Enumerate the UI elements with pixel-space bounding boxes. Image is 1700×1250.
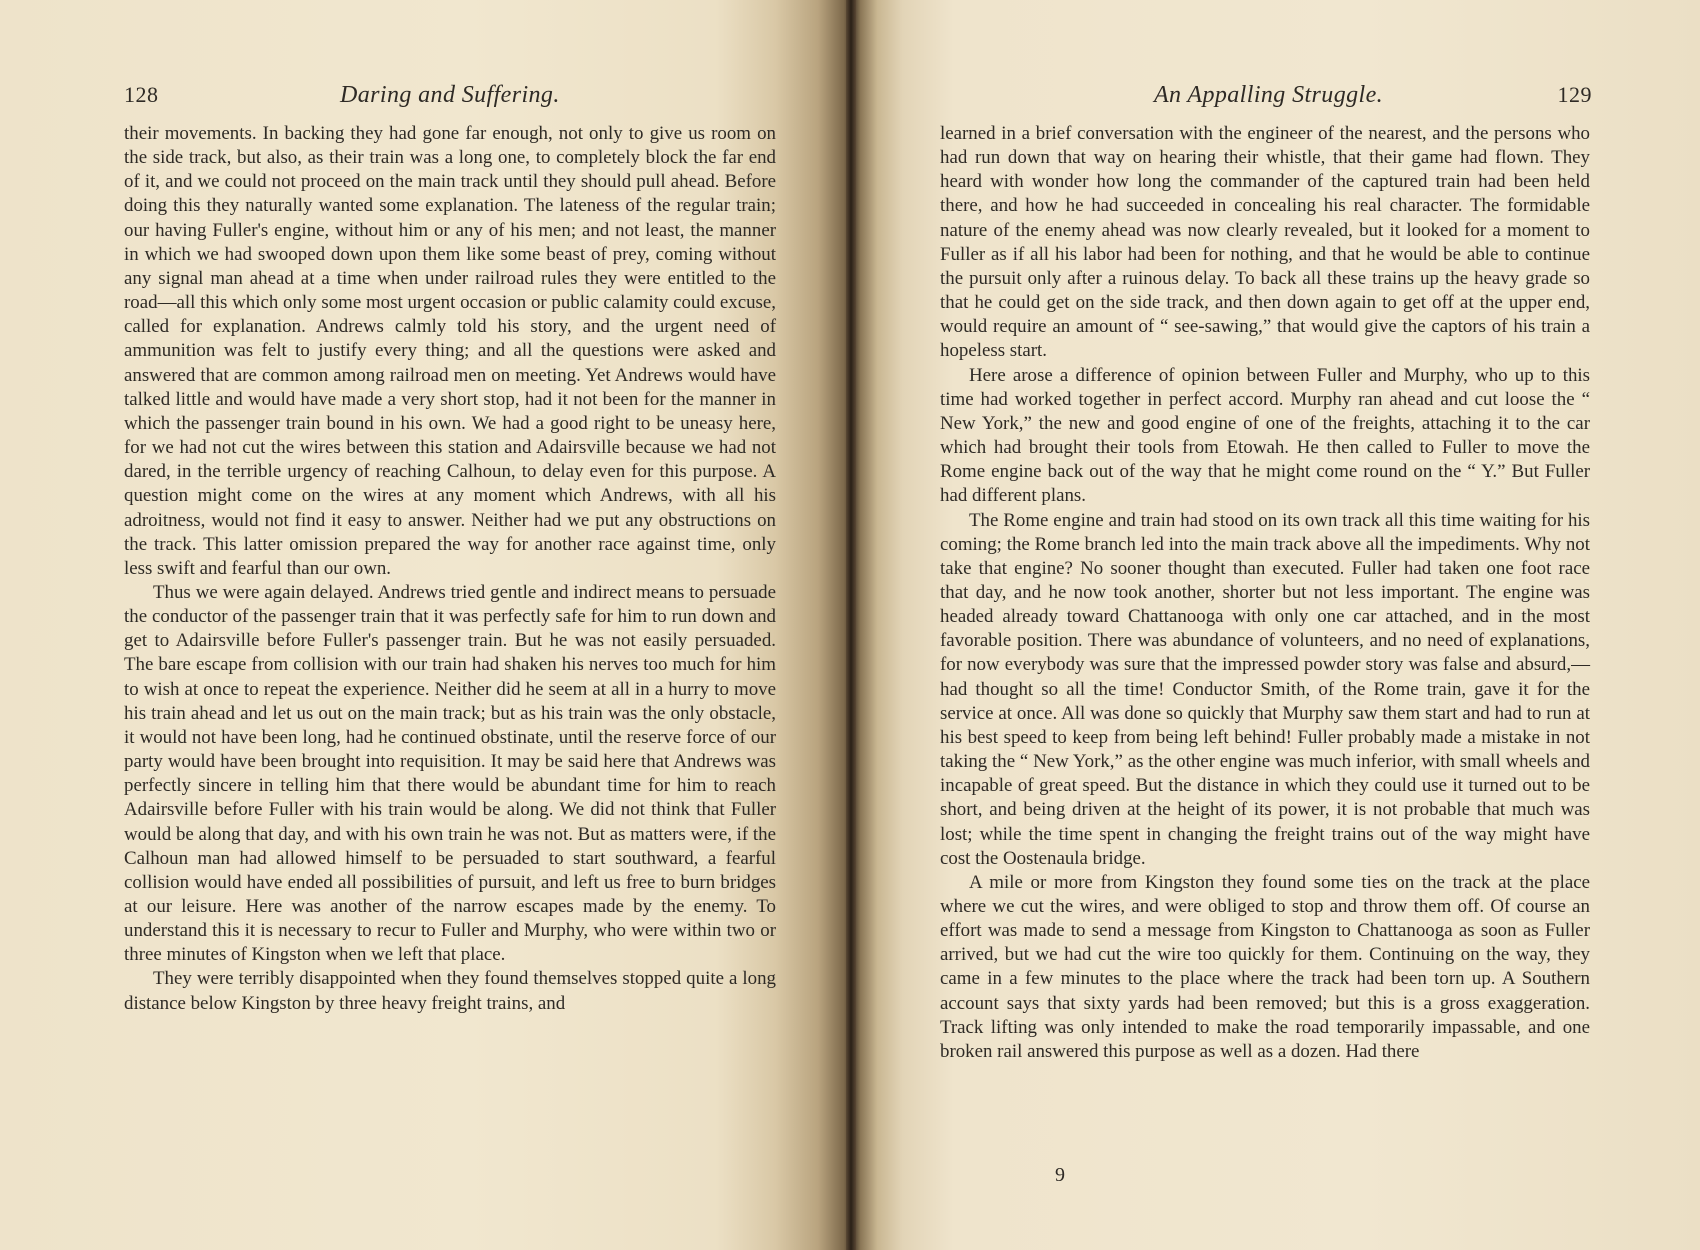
left-page-text <box>124 122 776 1016</box>
paragraph: Here arose a difference of opinion between Fuller and Murphy, who up to this time had worked together in perfect accord. Murphy ran ahead and cut loose the “ New York,” the new and good engine of one of the freights, attaching it to the car which had brought their tools from Etowah. He then called to Fuller to move the Rome engine back out of the way that he might come round on the “ Y.” But Fuller had different plans. <box>940 364 1590 507</box>
paragraph: A mile or more from Kingston they found some ties on the track at the place where we cut the wires, and were obliged to stop and throw them off. Of course an effort was made to send a message from Kingston to Chattanooga as soon as Fuller arrived, but we had cut the wire too quickly for them. Continuing on the way, they came in a few minutes to the place where the track had been torn up. A Southern account says that sixty yards had been removed; but this is a gross exaggeration. Track lifting was only intended to make the road temporarily impassable, and one broken rail answered this purpose as well as a dozen. Had there <box>940 871 1590 1062</box>
left-running-header <box>124 78 776 112</box>
book-gutter <box>846 0 856 1250</box>
paragraph: They were terribly disappointed when they found themselves stopped quite a long distance below Kingston by three heavy freight trains, and <box>124 968 776 1014</box>
paragraph: Thus we were again delayed. Andrews tried gentle and indirect means to persuade the conductor of the passenger train that it was perfectly safe for him to run down and get to Adairsville before Fuller's passenger train. But he was not easily persuaded. The bare escape from collision with our train had shaken his nerves too much for him to wish at once to repeat the experience. Neither did he seem at all in a hurry to move his train ahead and let us out on the main track; but as his train was the only obstacle, it would not have been long, had he continued obstinate, until the reserve force of our party would have been brought into requisition. It may be said here that Andrews was perfectly sincere in telling him that there would be abundant time for him to reach Adairsville before Fuller with his train would be along. We did not think that Fuller would be along that day, and with his own train he was not. But as matters were, if the Calhoun man had allowed himself to be persuaded to start southward, a fearful collision would have ended all possibilities of pursuit, and left us free to burn bridges at our leisure. Here was another of the narrow escapes made by the enemy. To understand this it is necessary to recur to Fuller and Murphy, who were within two or three minutes of Kingston when we left that place. <box>124 581 776 966</box>
left-running-title: Daring and Suffering. <box>340 82 560 108</box>
right-running-title: An Appalling Struggle. <box>1154 82 1384 108</box>
paragraph: learned in a brief conversation with the engineer of the nearest, and the persons who had run down that way on hearing their whistle, that their game had flown. They heard with wonder how long the commander of the captured train had been held there, and how he had succeeded in concealing his real character. The formidable nature of the enemy ahead was now clearly revealed, but it looked for a moment to Fuller as if all his labor had been for nothing, and that he would be able to continue the pursuit only after a ruinous delay. To back all these trains up the heavy grade so that he could get on the side track, and then down again to get off at the upper end, would require an amount of “ see-sawing,” that would give the captors of his train a hopeless start. <box>940 123 1590 362</box>
right-running-header <box>940 78 1592 112</box>
paragraph: their movements. In backing they had gone far enough, not only to give us room on the side track, but also, as their train was a long one, to completely block the far end of it, and we could not proceed on the main track until they should pull ahead. Before doing this they naturally wanted some explanation. The lateness of the regular train; our having Fuller's engine, without him or any of his men; and not least, the manner in which we had swooped down upon them like some beast of prey, coming without any signal man ahead at a time when under railroad rules they were entitled to the road—all this which only some most urgent occasion or public calamity could excuse, called for explanation. Andrews calmly told his story, and the urgent need of ammunition was felt to justify every thing; and all the questions were asked and answered that are common among railroad men on meeting. Yet Andrews would have talked little and would have made a very short stop, had it not been for the manner in which the passenger train bound in his own. We had a good right to be uneasy here, for we had not cut the wires between this station and Adairsville because we had not dared, in the terrible urgency of reaching Calhoun, to delay even for this purpose. A question might come on the wires at any moment which Andrews, with all his adroitness, would not find it easy to answer. Neither had we put any obstructions on the track. This latter omission prepared the way for another race against time, only less swift and fearful than our own. <box>124 123 776 579</box>
right-page-text <box>940 122 1590 1064</box>
signature-mark: 9 <box>1055 1164 1065 1186</box>
paragraph: The Rome engine and train had stood on its own track all this time waiting for his coming; the Rome branch led into the main track above all the impediments. Why not take that engine? No sooner thought than executed. Fuller had taken one foot race that day, and he now took another, shorter but not less important. The engine was headed already toward Chattanooga with only one car attached, and in the most favorable position. There was abundance of volunteers, and no need of explanations, for now everybody was sure that the impressed powder story was false and absurd,—had thought so all the time! Conductor Smith, of the Rome train, gave it for the service at once. All was done so quickly that Murphy saw them start and had to run at his best speed to keep from being left behind! Fuller probably made a mistake in not taking the “ New York,” as the other engine was much inferior, with small wheels and incapable of great speed. But the distance in which they could use it turned out to be short, and being driven at the height of its power, it is not probable that much was lost; while the time spent in changing the freight trains out of the way might have cost the Oostenaula bridge. <box>940 509 1590 869</box>
right-page-number: 129 <box>1557 82 1592 107</box>
left-page-number: 128 <box>124 82 159 107</box>
